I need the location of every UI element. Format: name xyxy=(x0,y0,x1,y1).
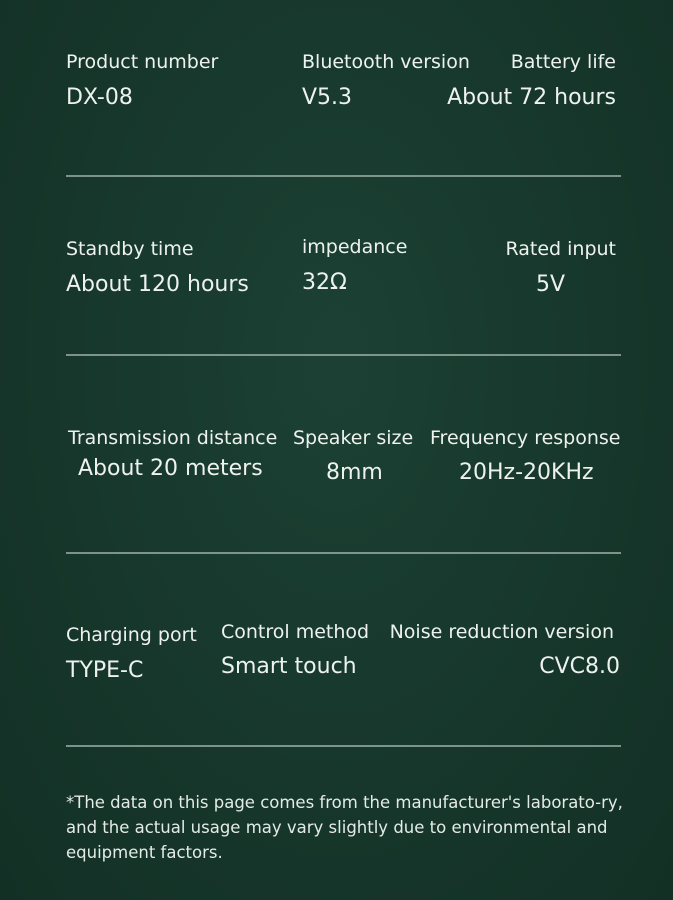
divider-1 xyxy=(66,175,621,177)
spec-label-frequency-response: Frequency response xyxy=(430,427,621,449)
spec-value-product-number: DX-08 xyxy=(66,85,133,110)
spec-value-impedance: 32Ω xyxy=(302,270,347,295)
spec-label-impedance: impedance xyxy=(302,236,408,258)
spec-label-noise-reduction-version: Noise reduction version xyxy=(389,621,614,643)
spec-value-noise-reduction-version: CVC8.0 xyxy=(539,654,620,679)
divider-4 xyxy=(66,745,621,747)
divider-3 xyxy=(66,552,621,554)
footnote-disclaimer: *The data on this page comes from the manufacturer's laborato-ry, and the actual usage may vary slightly due to environmental and equipment factors. xyxy=(66,793,623,862)
spec-value-control-method: Smart touch xyxy=(221,654,357,679)
spec-label-standby-time: Standby time xyxy=(66,238,194,260)
spec-label-battery-life: Battery life xyxy=(510,51,616,73)
spec-label-charging-port: Charging port xyxy=(66,624,197,646)
spec-label-speaker-size: Speaker size xyxy=(293,427,414,449)
spec-label-product-number: Product number xyxy=(66,51,219,73)
spec-value-rated-input: 5V xyxy=(536,272,566,297)
spec-label-control-method: Control method xyxy=(221,621,370,643)
spec-value-standby-time: About 120 hours xyxy=(66,272,249,297)
spec-value-charging-port: TYPE-C xyxy=(66,658,144,683)
spec-value-bluetooth-version: V5.3 xyxy=(302,85,353,110)
spec-value-battery-life: About 72 hours xyxy=(447,85,616,110)
spec-label-transmission-distance: Transmission distance xyxy=(68,427,278,449)
spec-label-bluetooth-version: Bluetooth version xyxy=(302,51,470,73)
spec-value-transmission-distance: About 20 meters xyxy=(78,456,263,481)
spec-label-rated-input: Rated input xyxy=(505,238,616,260)
spec-value-frequency-response: 20Hz-20KHz xyxy=(459,460,594,485)
spec-value-speaker-size: 8mm xyxy=(326,460,383,485)
divider-2 xyxy=(66,354,621,356)
